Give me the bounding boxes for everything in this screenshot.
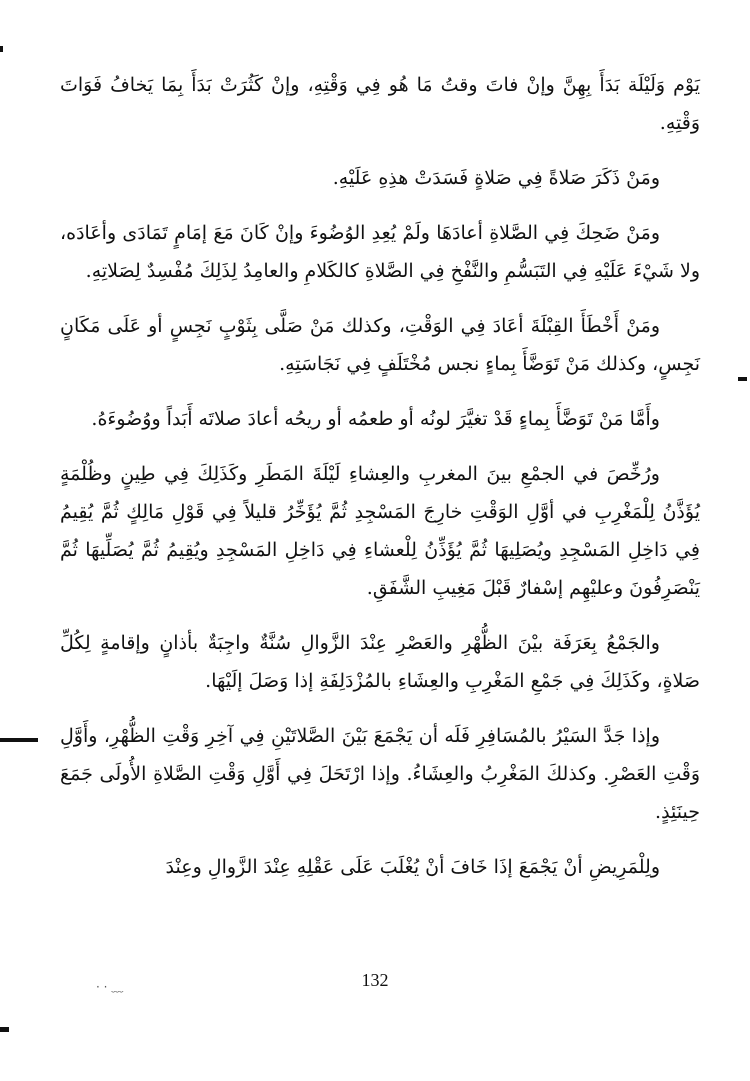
scan-mark-left-2 — [0, 738, 38, 742]
paragraph: ورُخِّصَ في الجمْعِ بينَ المغربِ والعِشاءِ لَيْلَةَ المَطَرِ وكَذَلِكَ فِي طِينٍ وظُلْمَةٍ يُؤَذَّنُ لِلْمَغْرِبِ في أوَّلِ الوَقْتِ خارِجَ المَسْجِدِ ثُمَّ يُؤَخِّرُ قليلاً فِي قَوْلِ مَالِكٍ ثُمَّ يُقِيمُ فِي دَاخِلِ المَسْجِدِ ويُصَلِيهَا ثُمَّ يُؤَذِّنُ لِلْعشاءِ فِي دَاخِلِ المَسْجِدِ ويُقِيمُ ثُمَّ يُصَلِّيهَا ثُمَّ يَنْصَرِفُونَ وعليْهِم إسْفارٌ قَبْلَ مَغِيبِ الشَّفَقِ. — [60, 463, 700, 599]
paragraph: يَوْم وَلَيْلَة بَدَأَ بِهِنَّ وإنْ فاتَ وقتُ مَا هُو فِي وَقْتِهِ، وإنْ كَثُرَتْ بَدَأَ بِمَا يَخافُ فَوَاتَ وَقْتِهِ. — [60, 74, 700, 134]
scan-mark-left-top — [0, 46, 3, 52]
arabic-text-body — [60, 66, 700, 903]
paragraph: ومَنْ أَخْطَأَ القِبْلَةَ أعَادَ فِي الوَقْتِ، وكذلك مَنْ صَلَّى بِثَوْبٍ نَجِسٍ أو عَلَى مَكَانٍ نَجِسٍ، وكذلك مَنْ تَوَضَّأَ بِماءٍ نجس مُخْتَلَفٍ فِي نَجَاسَتِهِ. — [60, 315, 700, 375]
page-number: 132 — [361, 970, 389, 990]
paragraph: والجَمْعُ بِعَرَفَة بيْنَ الظُّهْرِ والعَصْرِ عِنْدَ الزَّوالِ سُنَّةٌ واجِبَةٌ بأذانٍ وإقامةٍ لِكُلِّ صَلاةٍ، وكَذَلِكَ فِي جَمْعِ المَغْرِبِ والعِشَاءِ بالمُزْدَلِفَةِ إذا وَصَلَ إلَيْهَا. — [60, 632, 700, 692]
scan-speck: · · ﹏ — [96, 980, 124, 994]
paragraph: وإذا جَدَّ السَيْرُ بالمُسَافِرِ فَلَه أن يَجْمَعَ بَيْنَ الصَّلاتَيْنِ فِي آخِرِ وَقْتِ الظُّهْرِ، وأَوَّلِ وَقْتِ العَصْرِ. وكذلكَ المَغْرِبُ والعِشَاءُ. وإذا ارْتَحَلَ فِي أَوَّلِ وَقْتِ الصَّلاةِ الأُولَى جَمَعَ حِينَئِذٍ. — [60, 725, 700, 823]
scan-mark-left-3 — [0, 1027, 9, 1032]
paragraph: وأَمَّا مَنْ تَوَضَّأَ بِماءٍ قَدْ تغيَّرَ لونُه أو طعمُه أو ريحُه أعادَ صلاتَه أَبَداً ووُضُوءَهُ. — [91, 408, 660, 430]
paragraph: ولِلْمَرِيضِ أنْ يَجْمَعَ إذَا خَافَ أنْ يُغْلَبَ عَلَى عَقْلِهِ عِنْدَ الزَّوالِ وعِنْدَ — [165, 856, 660, 878]
paragraph: ومَنْ ضَحِكَ فِي الصَّلاةِ أعادَهَا ولَمْ يُعِدِ الوُضُوءَ وإنْ كَانَ مَعَ إمَامٍ تَمَادَى وأعَادَه، ولا شَيْءَ عَلَيْهِ فِي التَبَسُّمِ والنَّفْخِ فِي الصَّلاةِ كالكَلامِ والعامِدُ لِذَلِكَ مُفْسِدٌ لِصَلاتِهِ. — [60, 222, 700, 282]
scan-mark-right-1 — [738, 377, 747, 381]
paragraph: ومَنْ ذَكَرَ صَلاةً فِي صَلاةٍ فَسَدَتْ هذِهِ عَلَيْهِ. — [332, 167, 660, 189]
